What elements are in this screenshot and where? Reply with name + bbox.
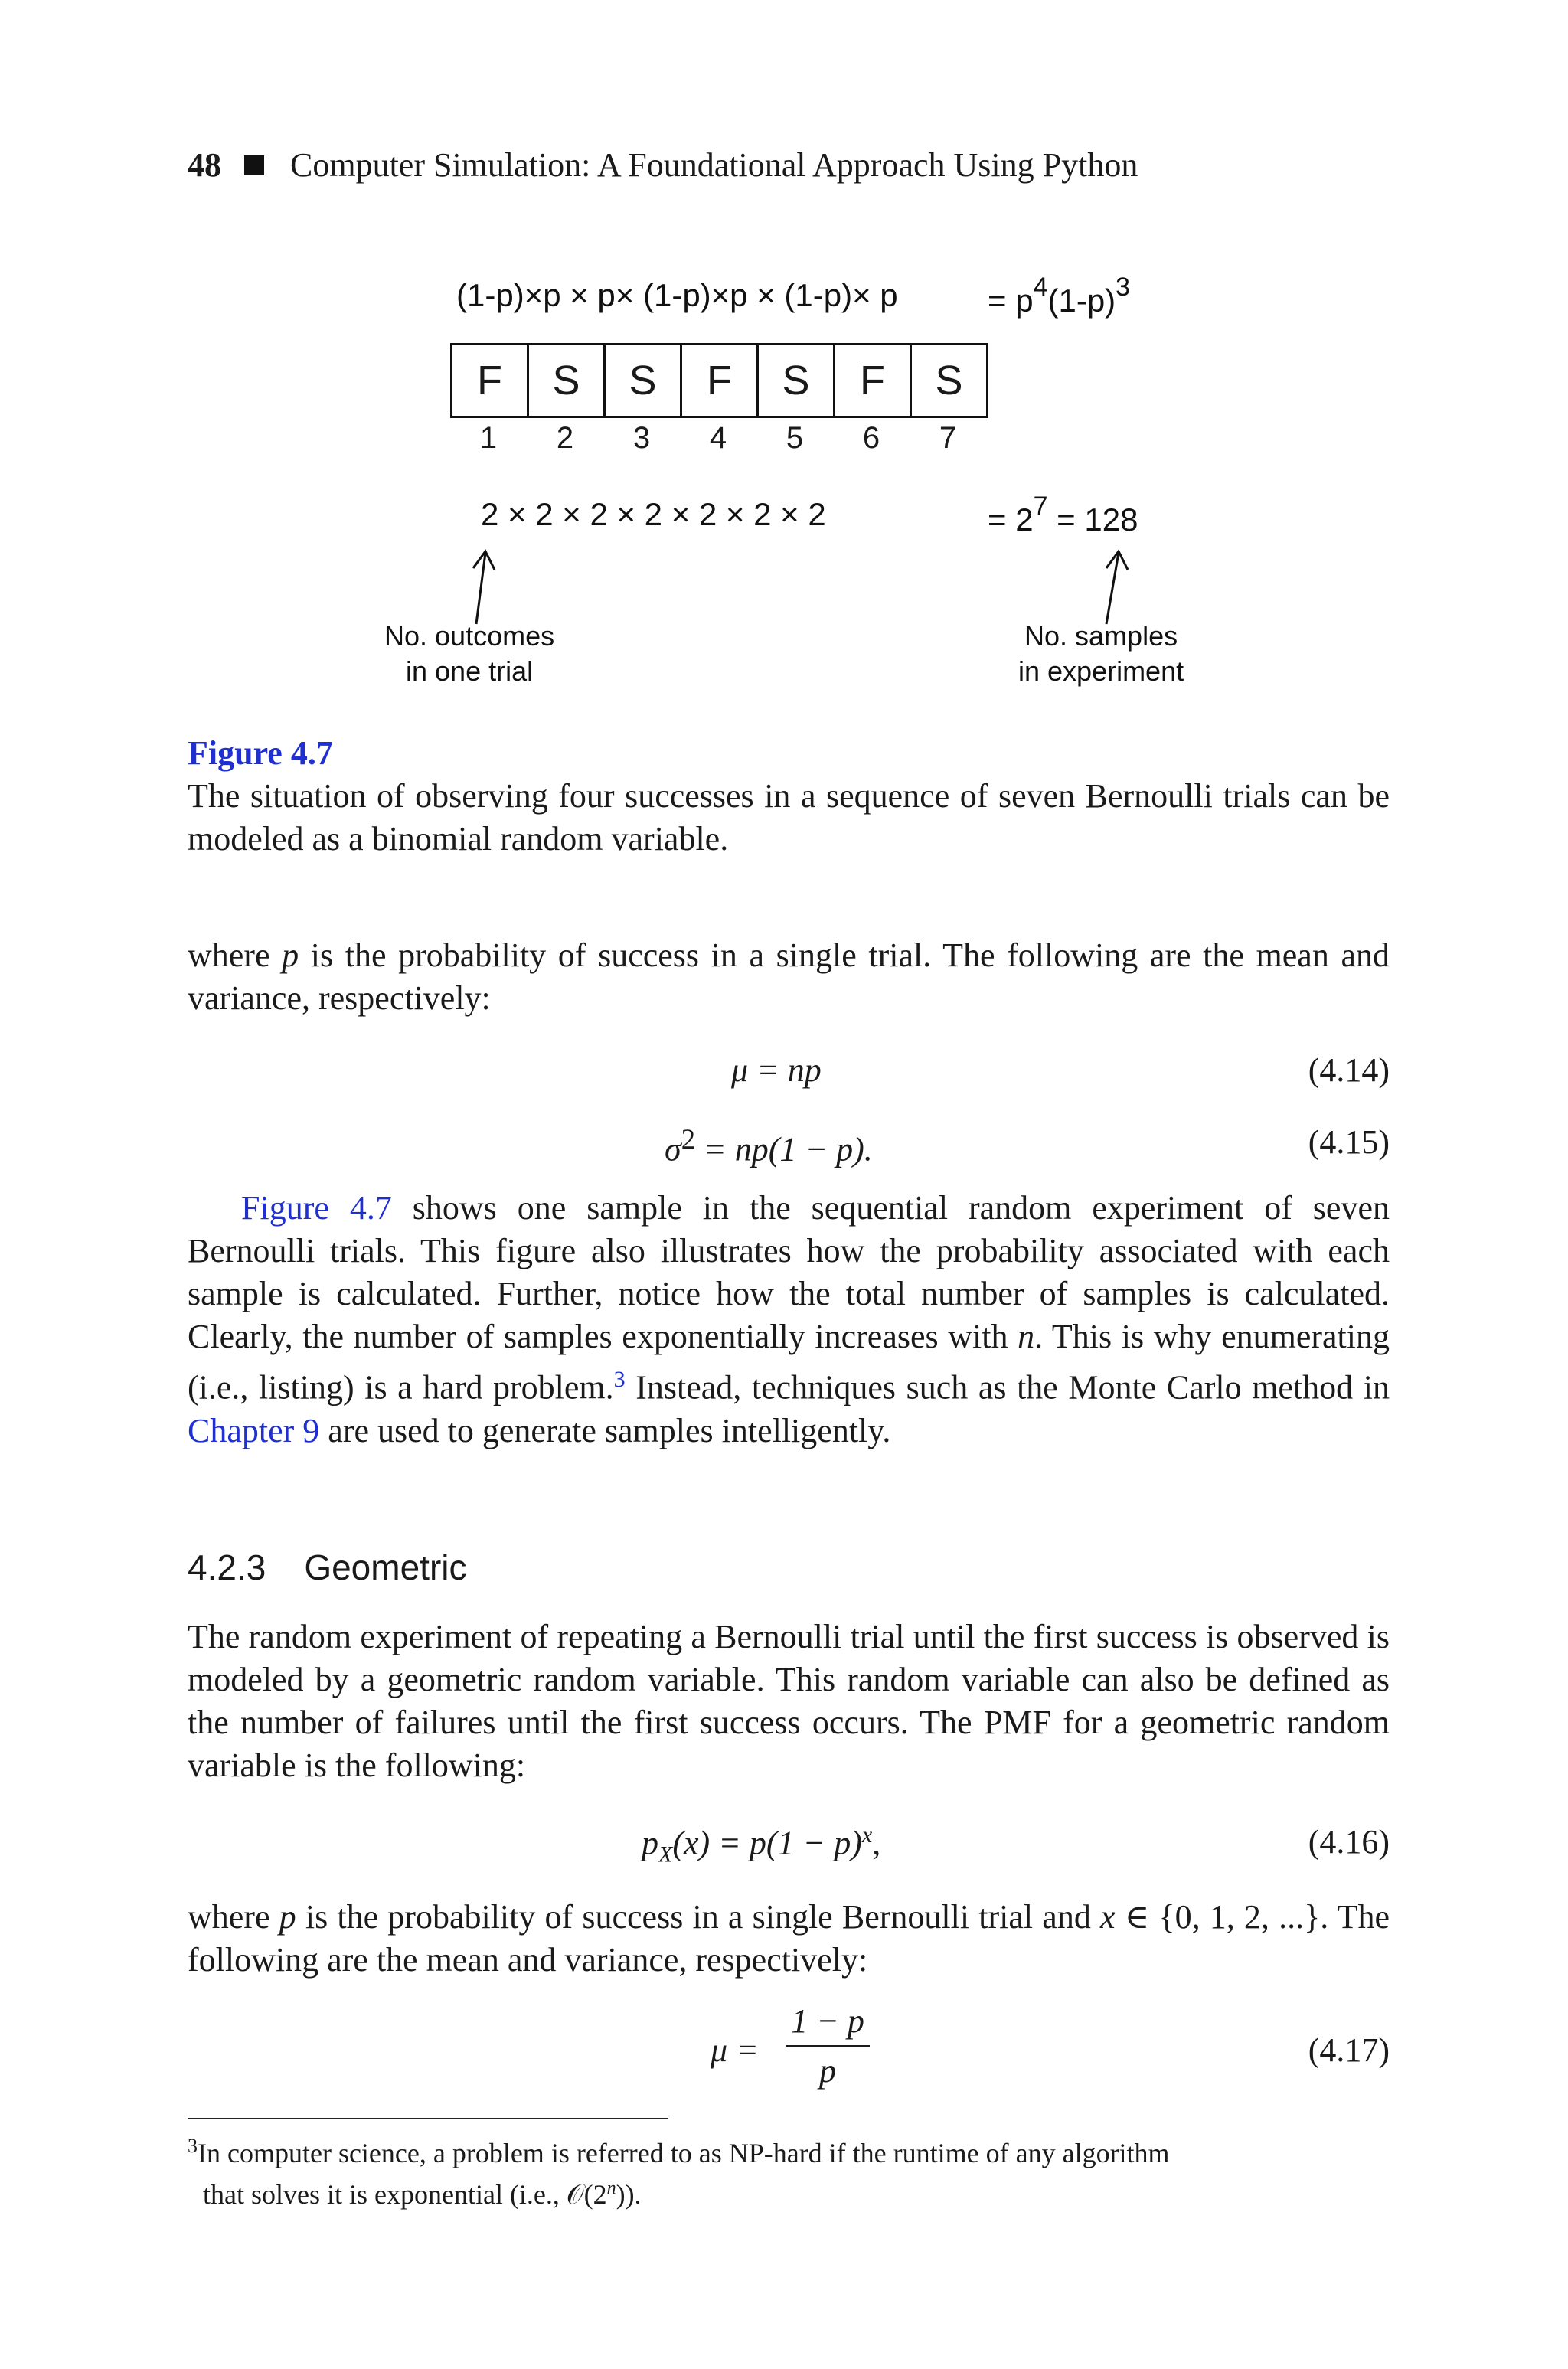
samples-note: No. samples in experiment <box>1018 620 1184 687</box>
paragraph-geometric-moments: where p is the probability of success in a single Bernoulli trial and x ∈ {0, 1, 2, ...}. The following are the mean and variance, respectively: <box>188 1898 1390 1979</box>
section-number: 4.2.3 <box>188 1547 266 1587</box>
book-title: Computer Simulation: A Foundational Approach Using Python <box>290 146 1138 184</box>
figure-label: Figure 4.7 <box>188 734 333 772</box>
footnote-rule <box>188 2118 668 2119</box>
trial-index: 3 <box>632 421 651 455</box>
equation-number: (4.15) <box>1308 1123 1390 1161</box>
trial-cell: S <box>935 358 963 404</box>
trial-cell: F <box>682 345 759 416</box>
probability-factors: (1-p)×p × p× (1-p)×p × (1-p)× p <box>456 277 898 313</box>
paragraph-binomial-moments: where p is the probability of success in a single trial. The following are the mean and variance, respectively: <box>188 936 1390 1017</box>
figure-caption: The situation of observing four successes in a sequence of seven Bernoulli trials can be modeled as a binomial random variable. <box>188 777 1390 858</box>
trial-index: 1 <box>479 421 498 455</box>
figure-arrows <box>0 0 1568 735</box>
equation-4-17-fraction <box>786 2001 870 2090</box>
trial-index: 7 <box>939 421 957 455</box>
trial-cell: F <box>835 345 912 416</box>
fraction-denominator: p <box>819 2052 836 2090</box>
section-heading <box>188 1547 466 1588</box>
equation-number: (4.17) <box>1308 2031 1390 2069</box>
equation-4-16: $p_X(x) = p(1 - p)^x$, <box>642 1822 881 1867</box>
paragraph-geometric-intro: The random experiment of repeating a Bernoulli trial until the first success is observed is modeled by a geometric random variable. This random variable can also be defined as the number of failures until the first success occurs. The PMF for a geometric random variable is the following: <box>188 1618 1390 1784</box>
footnote-mark: 3 <box>188 2135 198 2157</box>
section-title: Geometric <box>304 1547 467 1587</box>
trial-cell: F <box>452 345 529 416</box>
trial-index: 4 <box>709 421 727 455</box>
right-arrow-shaft <box>1106 553 1119 624</box>
figure-link[interactable]: Figure 4.7 <box>241 1189 392 1227</box>
equation-number: (4.16) <box>1308 1823 1390 1861</box>
outcomes-note: No. outcomes in one trial <box>384 620 555 687</box>
fraction-bar <box>786 2045 870 2047</box>
equation-4-15: $\sigma^2 = np(1 - p)$. <box>665 1123 873 1168</box>
probability-result: = $p^4(1-p)^3$ <box>988 273 1131 319</box>
count-result: = $2^7 = 128$ <box>988 492 1138 538</box>
trial-cell: S <box>759 345 835 416</box>
figure-4-7 <box>0 0 1568 735</box>
paragraph-figure-discussion: Figure 4.7 shows one sample in the sequential random experiment of seven Bernoulli trials. This figure also illustrates how the probability associated with each sample is calculated. Further, notice how the total number of samples is calculated. Clearly, the number of samples exponentially increases with n. This is why enumerating (i.e., listing) is a hard problem.$^3$ Instead, techniques such as the Monte Carlo method in Chapter 9 are used to generate samples intelligently. <box>188 1189 1390 1449</box>
trial-index: 5 <box>786 421 804 455</box>
count-factors: 2 × 2 × 2 × 2 × 2 × 2 × 2 <box>481 496 826 532</box>
page-number: 48 <box>188 146 221 184</box>
trial-cell: S <box>606 345 682 416</box>
trial-index: 6 <box>862 421 880 455</box>
equation-4-17-lhs: μ = <box>710 2031 759 2069</box>
fraction-numerator: 1 − p <box>791 2002 864 2040</box>
footnote-ref[interactable]: 3 <box>613 1367 626 1392</box>
trial-index: 2 <box>556 421 574 455</box>
chapter-link[interactable]: Chapter 9 <box>188 1411 320 1449</box>
trial-cell: S <box>529 345 606 416</box>
equation-number: (4.14) <box>1308 1051 1390 1089</box>
footnote: $^3$In computer science, a problem is referred to as NP-hard if the runtime of any algorithm that solves it is exponential (i.e., 𝒪(2$^n$)). <box>188 2135 1170 2210</box>
equation-4-14: μ = np <box>731 1051 822 1089</box>
